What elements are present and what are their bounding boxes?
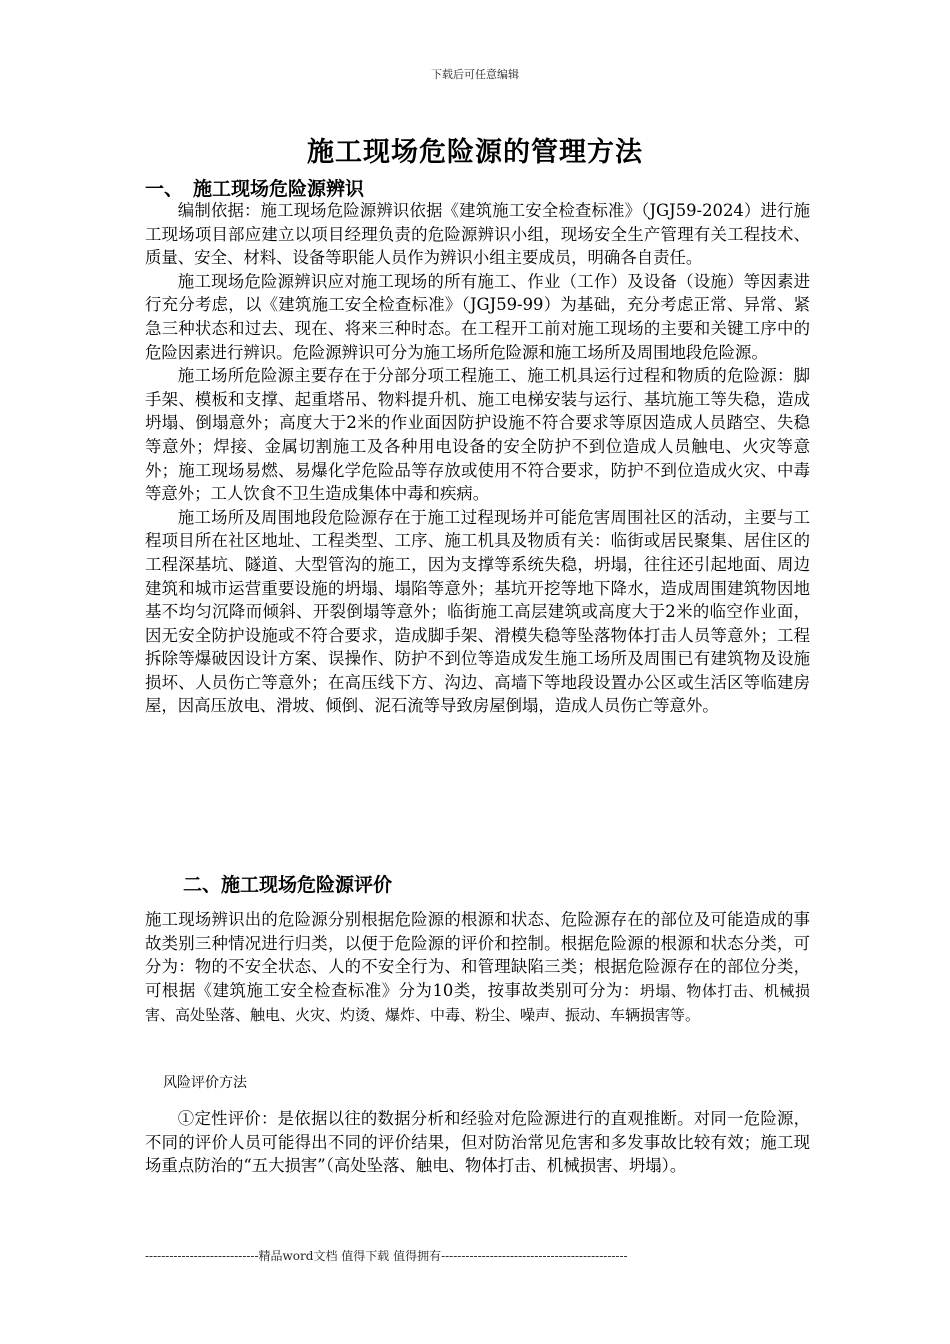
- paragraph: 施工现场危险源辨识应对施工现场的所有施工、作业（工作）及设备（设施）等因素进行充分考虑，以《建筑施工安全检查标准》（JGJ59-99）为基础，充分考虑正常、异常、紧急三种状态和过去、现在、将来三种时态。在工程开工前对施工现场的主要和关键工序中的危险因素进行辨识。危险源辨识可分为施工场所危险源和施工场所及周围地段危险源。: [145, 271, 810, 362]
- paragraph: 编制依据：施工现场危险源辨识依据《建筑施工安全检查标准》（JGJ59-2024）进行施工现场项目部应建立以项目经理负责的危险源辨识小组，现场安全生产管理有关工程技术、质量、安全、材料、设备等职能人员作为辨识小组主要成员，明确各自责任。: [145, 201, 810, 268]
- risk-method-subheading: 风险评价方法: [163, 1075, 247, 1091]
- section1-number: 一、: [145, 178, 184, 200]
- section2-heading: 二、施工现场危险源评价: [183, 874, 393, 896]
- paragraph: 施工场所危险源主要存在于分部分项工程施工、施工机具运行过程和物质的危险源：脚手架、模板和支撑、起重塔吊、物料提升机、施工电梯安装与运行、基坑施工等失稳，造成坍塌、倒塌意外；高度大于2米的作业面因防护设施不符合要求等原因造成人员踏空、失稳等意外；焊接、金属切割施工及各种用电设备的安全防护不到位造成人员触电、火灾等意外；施工现场易燃、易爆化学危险品等存放或使用不符合要求，防护不到位造成火灾、中毒等意外；工人饮食不卫生造成集体中毒和疾病。: [145, 366, 810, 504]
- section1-body: [145, 199, 810, 718]
- paragraph-tail-text: 坍塌、物体打击、机械损害、高处坠落、触电、火灾、灼烫、爆炸、中毒、粉尘、噪声、振动、车辆损害等。: [145, 981, 810, 1025]
- header-note: 下载后可任意编辑: [431, 68, 519, 81]
- paragraph: 施工场所及周围地段危险源存在于施工过程现场并可能危害周围社区的活动，主要与工程项目所在社区地址、工程类型、工序、施工机具及物质有关：临街或居民聚集、居住区的工程深基坑、隧道、大型管沟的施工，因为支撑等系统失稳，坍塌，往往还引起地面、周边建筑和城市运营重要设施的坍塌、塌陷等意外；基坑开挖等地下降水，造成周围建筑物因地基不均匀沉降而倾斜、开裂倒塌等意外；临街施工高层建筑或高度大于2米的临空作业面，因无安全防护设施或不符合要求，造成脚手架、滑模失稳等坠落物体打击人员等意外；工程拆除等爆破因设计方案、误操作、防护不到位等造成发生施工场所及周围已有建筑物及设施损坏、人员伤亡等意外；在高压线下方、沟边、高墙下等地段设置办公区或生活区等临建房屋，因高压放电、滑坡、倾倒、泥石流等导致房屋倒塌，造成人员伤亡等意外。: [145, 507, 810, 716]
- paragraph: ①定性评价：是依据以往的数据分析和经验对危险源进行的直观推断。对同一危险源，不同的评价人员可能得出不同的评价结果，但对防治常见危害和多发事故比较有效；施工现场重点防治的“五大损害”（高处坠落、触电、物体打击、机械损害、坍塌）。: [145, 1109, 810, 1176]
- section1-heading-text: 施工现场危险源辨识: [193, 178, 365, 200]
- section1-heading: [145, 174, 364, 201]
- paragraph-main-text: 施工现场辨识出的危险源分别根据危险源的根源和状态、危险源存在的部位及可能造成的事故类别三种情况进行归类，以便于危险源的评价和控制。根据危险源的根源和状态分类，可分为：物的不安全状态、人的不安全行为、和管理缺陷三类；根据危险源存在的部位分类，可根据《建筑施工安全检查标准》分为10类，按事故类别可分为：: [145, 910, 810, 1000]
- section2-body: [145, 908, 810, 1028]
- document-title: 施工现场危险源的管理方法: [307, 137, 643, 168]
- footer-note: ----------------------------精品word文档 值得下载 值得拥有----------------------------------------------: [145, 1249, 628, 1263]
- paragraph: [145, 908, 810, 1028]
- method-body: [145, 1107, 810, 1178]
